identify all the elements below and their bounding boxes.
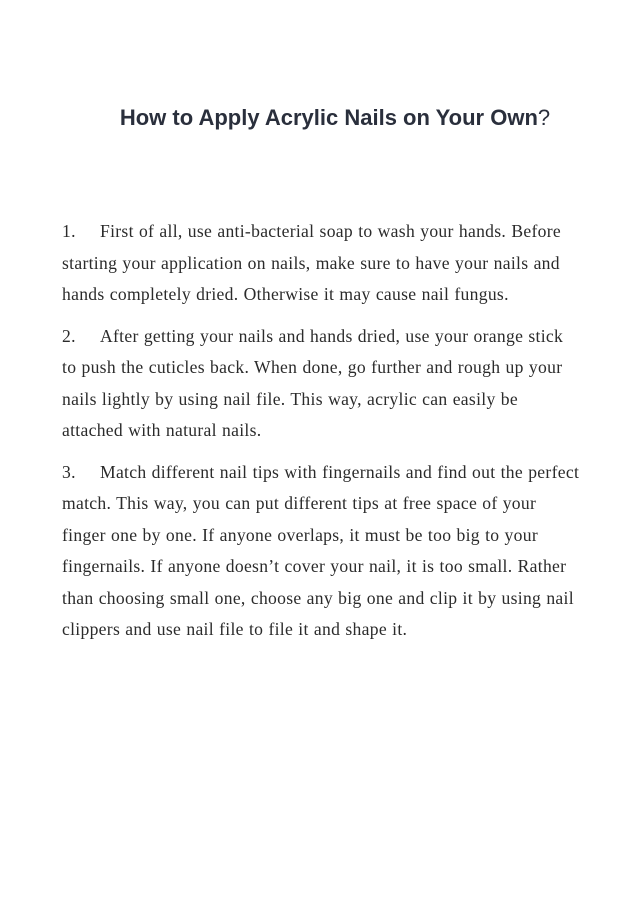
list-item — [62, 321, 582, 447]
list-item-text: After getting your nails and hands dried, use your orange stick to push the cuticles back. When done, go further and rough up your nails lightly by using nail file. This way, acrylic can easily be attached with natural nails. — [62, 325, 564, 440]
list-item — [62, 457, 582, 646]
page-title-text: How to Apply Acrylic Nails on Your Own — [119, 105, 538, 130]
page-title-question-mark: ? — [537, 105, 551, 130]
list-item-number: 3. — [62, 461, 76, 482]
list-item-number: 2. — [62, 325, 76, 346]
list-item — [62, 216, 582, 311]
list-item-text: First of all, use anti-bacterial soap to wash your hands. Before starting your application on nails, make sure to have your nails and hands completely dried. Otherwise it may cause nail fungus. — [62, 221, 561, 304]
list-item-text: Match different nail tips with fingernails and find out the perfect match. This way, you can put different tips at free space of your finger one by one. If anyone overlaps, it must be too big to your fingernails. If anyone doesn’t cover your nail, it is too small. Rather than choosing small one, choose any big one and clip it by using nail clippers and use nail file to file it and shape it. — [62, 461, 580, 639]
document-body — [62, 216, 582, 656]
list-item-number: 1. — [62, 221, 76, 241]
page-title — [110, 104, 560, 132]
